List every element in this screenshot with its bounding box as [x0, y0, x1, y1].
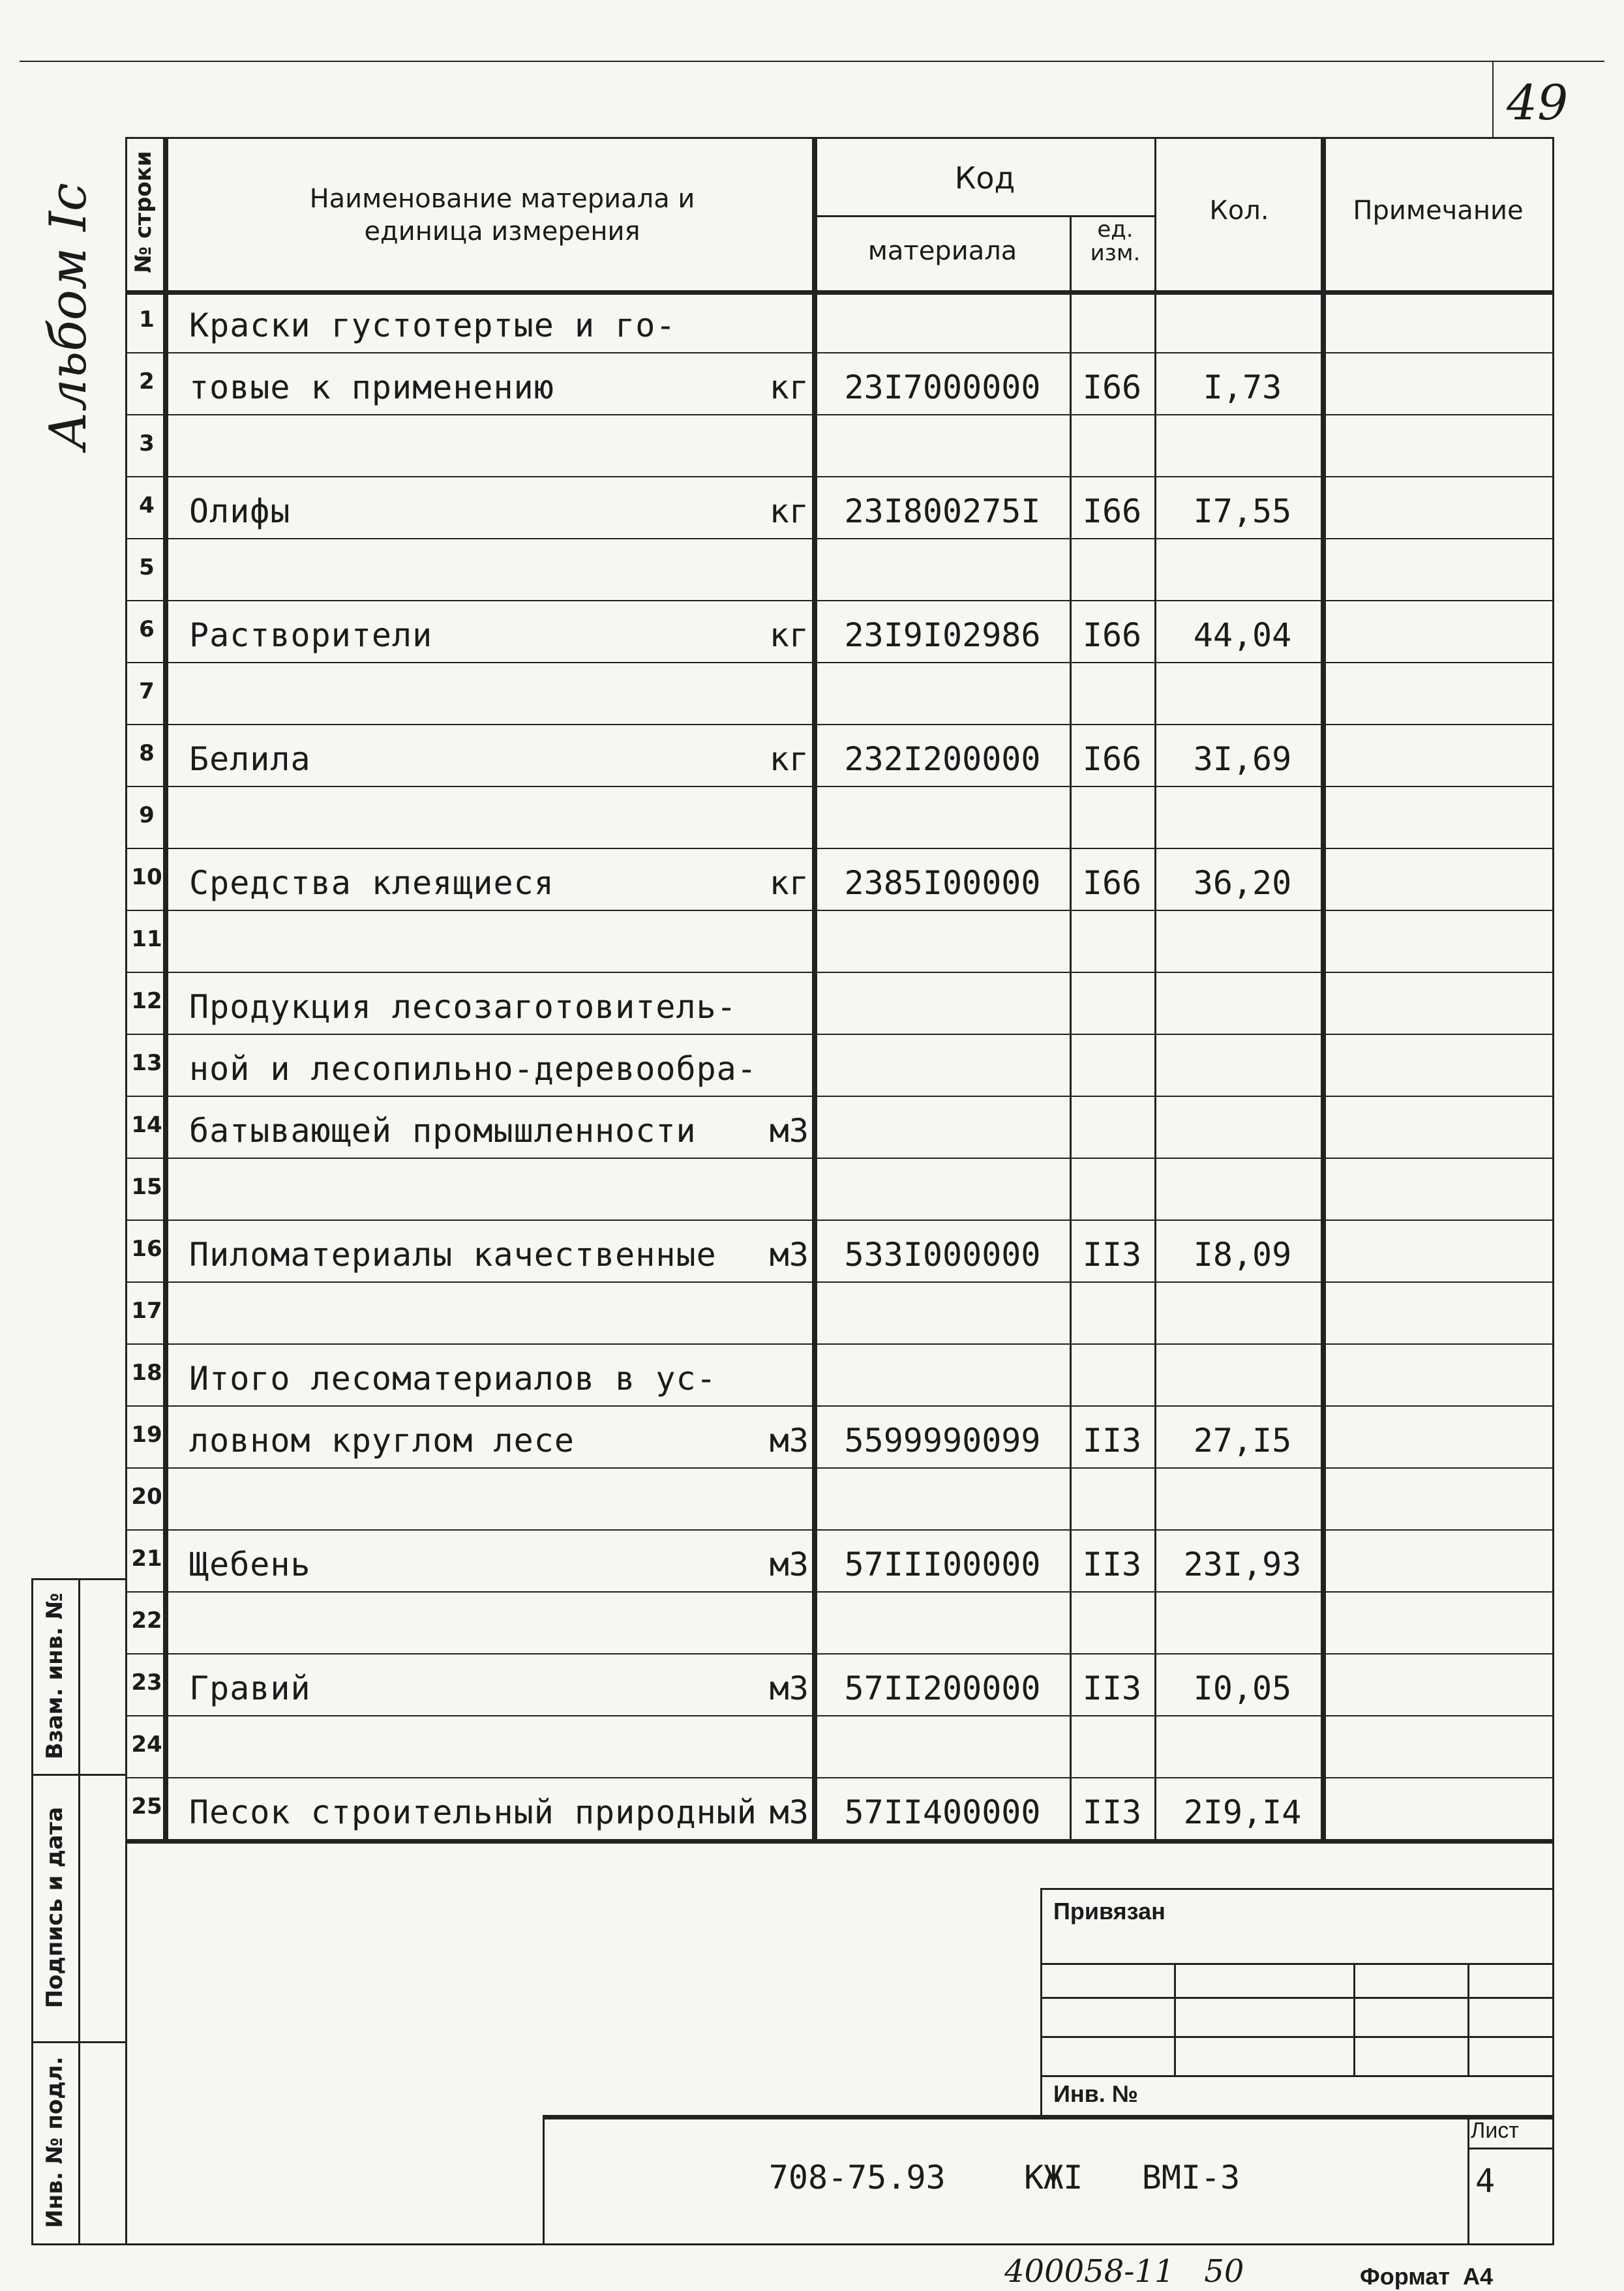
- row-number: 25: [131, 1793, 162, 1819]
- material-name: ной и лесопильно-деревообра-: [189, 1050, 757, 1088]
- privyazan-line-2: [1040, 1997, 1552, 1999]
- material-name: Пиломатериалы качественные: [189, 1236, 717, 1274]
- material-code: 23I800275I: [844, 492, 1041, 530]
- row-number: 24: [131, 1731, 162, 1758]
- unit-code: I66: [1082, 616, 1142, 654]
- header-note: Примечание: [1353, 196, 1524, 226]
- code-unit-divider: [1070, 215, 1072, 1842]
- page-number-box-left: [1492, 62, 1494, 137]
- row-number: 18: [131, 1360, 162, 1386]
- material-code: 23I7000000: [844, 368, 1041, 406]
- list-value: 4: [1475, 2162, 1496, 2200]
- row-number: 6: [139, 616, 155, 642]
- side-stamp-sep-2: [31, 2041, 126, 2043]
- table-bottom-line: [125, 1839, 1554, 1844]
- row-separator: [125, 1777, 1554, 1778]
- material-unit: м3: [769, 1670, 809, 1707]
- row-separator: [125, 476, 1554, 477]
- side-vzam: Взам. инв. №: [42, 1593, 68, 1759]
- material-code: 57II400000: [844, 1793, 1041, 1831]
- row-separator: [125, 848, 1554, 849]
- material-code: 57II200000: [844, 1670, 1041, 1707]
- material-code: 5599990099: [844, 1422, 1041, 1460]
- page-number: 49: [1507, 75, 1569, 131]
- row-separator: [125, 1281, 1554, 1283]
- header-top-line: [125, 137, 1554, 139]
- material-name: Гравий: [189, 1670, 311, 1707]
- row-number: 16: [131, 1236, 162, 1262]
- unit-code: I66: [1082, 864, 1142, 902]
- row-separator: [125, 414, 1554, 415]
- material-name: Продукция лесозаготовитель-: [189, 988, 737, 1026]
- rownum-divider: [163, 137, 168, 1842]
- list-label: Лист: [1471, 2118, 1519, 2143]
- row-separator: [125, 910, 1554, 911]
- material-unit: м3: [769, 1236, 809, 1274]
- quantity: 3I,69: [1193, 740, 1292, 778]
- row-separator: [125, 1220, 1554, 1221]
- material-name: товые к применению: [189, 368, 554, 406]
- side-stamp-outer: [31, 1578, 33, 2243]
- row-number: 2: [139, 368, 155, 395]
- row-number: 8: [139, 740, 155, 766]
- unit-code: II3: [1082, 1236, 1142, 1274]
- quantity: I7,55: [1193, 492, 1292, 530]
- material-code: 57III00000: [844, 1546, 1041, 1583]
- row-number: 22: [131, 1608, 162, 1634]
- row-separator: [125, 786, 1554, 787]
- row-separator: [125, 1529, 1554, 1531]
- material-name: батывающей промышленности: [189, 1112, 697, 1150]
- row-number: 7: [139, 678, 155, 704]
- privyazan-col-3: [1467, 1963, 1469, 2075]
- row-number: 9: [139, 802, 155, 828]
- material-name: Растворители: [189, 616, 433, 654]
- material-unit: кг: [769, 368, 809, 406]
- quantity: I8,09: [1193, 1236, 1292, 1274]
- handwritten-number: 400058-11 50: [1004, 2253, 1244, 2290]
- unit-code: II3: [1082, 1793, 1142, 1831]
- unit-code: II3: [1082, 1422, 1142, 1460]
- row-number: 23: [131, 1670, 162, 1696]
- material-name: Краски густотертые и го-: [189, 307, 676, 344]
- material-unit: кг: [769, 864, 809, 902]
- privyazan-label: Привязан: [1053, 1898, 1165, 1924]
- material-name: Песок строительный природный: [189, 1793, 757, 1831]
- row-separator: [125, 972, 1554, 973]
- material-unit: м3: [769, 1112, 809, 1150]
- side-inv-podl: Инв. № подл.: [42, 2056, 68, 2228]
- row-separator: [125, 1343, 1554, 1345]
- row-number: 21: [131, 1546, 162, 1572]
- privyazan-line-4: [1040, 2075, 1552, 2077]
- material-name: Щебень: [189, 1546, 311, 1583]
- row-separator: [125, 1158, 1554, 1159]
- privyazan-line-1: [1040, 1963, 1552, 1965]
- row-number: 13: [131, 1050, 162, 1076]
- unit-qty-divider: [1154, 137, 1156, 1842]
- row-number: 14: [131, 1112, 162, 1138]
- row-separator: [125, 1653, 1554, 1655]
- row-number: 12: [131, 988, 162, 1014]
- list-box-left: [1467, 2115, 1469, 2245]
- privyazan-left: [1040, 1888, 1042, 2115]
- material-name: ловном круглом лесе: [189, 1422, 575, 1460]
- page-bottom-line: [31, 2243, 1554, 2245]
- row-separator: [125, 1467, 1554, 1469]
- row-number: 4: [139, 492, 155, 518]
- material-code: 232I200000: [844, 740, 1041, 778]
- side-stamp-sep-1: [31, 1774, 126, 1776]
- quantity: 2I9,I4: [1183, 1793, 1302, 1831]
- header-bottom-line: [125, 290, 1554, 295]
- row-number: 17: [131, 1298, 162, 1324]
- row-number: 19: [131, 1422, 162, 1448]
- table-left-border: [125, 137, 127, 2243]
- unit-code: I66: [1082, 492, 1142, 530]
- material-name: Олифы: [189, 492, 291, 530]
- row-separator: [125, 538, 1554, 539]
- row-number: 11: [131, 926, 162, 952]
- row-separator: [125, 724, 1554, 725]
- designation-code: 708-75.93 КЖI ВМI-3: [768, 2159, 1241, 2196]
- side-podpis: Подпись и дата: [42, 1806, 68, 2009]
- material-unit: кг: [769, 492, 809, 530]
- material-name: Белила: [189, 740, 311, 778]
- row-separator: [125, 1034, 1554, 1035]
- privyazan-line-3: [1040, 2036, 1552, 2038]
- material-unit: м3: [769, 1422, 809, 1460]
- designation-left: [543, 2115, 545, 2245]
- table-right-border: [1552, 137, 1554, 2243]
- privyazan-top: [1040, 1888, 1552, 1890]
- row-number: 1: [139, 307, 155, 333]
- quantity: 27,I5: [1193, 1422, 1292, 1460]
- header-code-group: Код: [954, 160, 1015, 196]
- row-number: 20: [131, 1484, 162, 1510]
- header-qty: Кол.: [1209, 196, 1269, 226]
- album-note: Альбом Ic: [39, 183, 98, 450]
- inv-no-label: Инв. №: [1053, 2080, 1138, 2107]
- quantity: 23I,93: [1183, 1546, 1302, 1583]
- header-code-unit: ед. изм.: [1090, 217, 1141, 266]
- material-unit: кг: [769, 616, 809, 654]
- material-unit: кг: [769, 740, 809, 778]
- material-code: 533I000000: [844, 1236, 1041, 1274]
- row-separator: [125, 1096, 1554, 1097]
- unit-code: II3: [1082, 1670, 1142, 1707]
- format-label: Формат А4: [1360, 2263, 1494, 2290]
- material-unit: м3: [769, 1793, 809, 1831]
- header-name: Наименование материала и единица измерения: [309, 184, 695, 247]
- unit-code: II3: [1082, 1546, 1142, 1583]
- row-separator: [125, 662, 1554, 663]
- unit-code: I66: [1082, 740, 1142, 778]
- row-separator: [125, 352, 1554, 353]
- list-box-sep: [1467, 2148, 1554, 2149]
- row-separator: [125, 1591, 1554, 1593]
- row-number: 10: [131, 864, 162, 890]
- header-code-material: материала: [867, 236, 1017, 266]
- top-border-line: [20, 61, 1604, 62]
- unit-code: I66: [1082, 368, 1142, 406]
- row-number: 3: [139, 430, 155, 457]
- name-code-divider: [812, 137, 817, 1842]
- material-code: 2385I00000: [844, 864, 1041, 902]
- row-separator: [125, 600, 1554, 601]
- row-separator: [125, 1405, 1554, 1407]
- material-code: 23I9I02986: [844, 616, 1041, 654]
- material-unit: м3: [769, 1546, 809, 1583]
- header-row-no: № строки: [130, 151, 157, 273]
- quantity: 44,04: [1193, 616, 1292, 654]
- quantity: I0,05: [1193, 1670, 1292, 1707]
- row-number: 5: [139, 554, 155, 580]
- row-separator: [125, 1715, 1554, 1716]
- row-number: 15: [131, 1174, 162, 1200]
- material-name: Итого лесоматериалов в ус-: [189, 1360, 717, 1398]
- material-name: Средства клеящиеся: [189, 864, 554, 902]
- quantity: 36,20: [1193, 864, 1292, 902]
- privyazan-col-1: [1174, 1963, 1176, 2075]
- designation-top: [543, 2115, 1554, 2119]
- quantity: I,73: [1203, 368, 1282, 406]
- privyazan-col-2: [1353, 1963, 1355, 2075]
- side-stamp-inner: [78, 1578, 80, 2243]
